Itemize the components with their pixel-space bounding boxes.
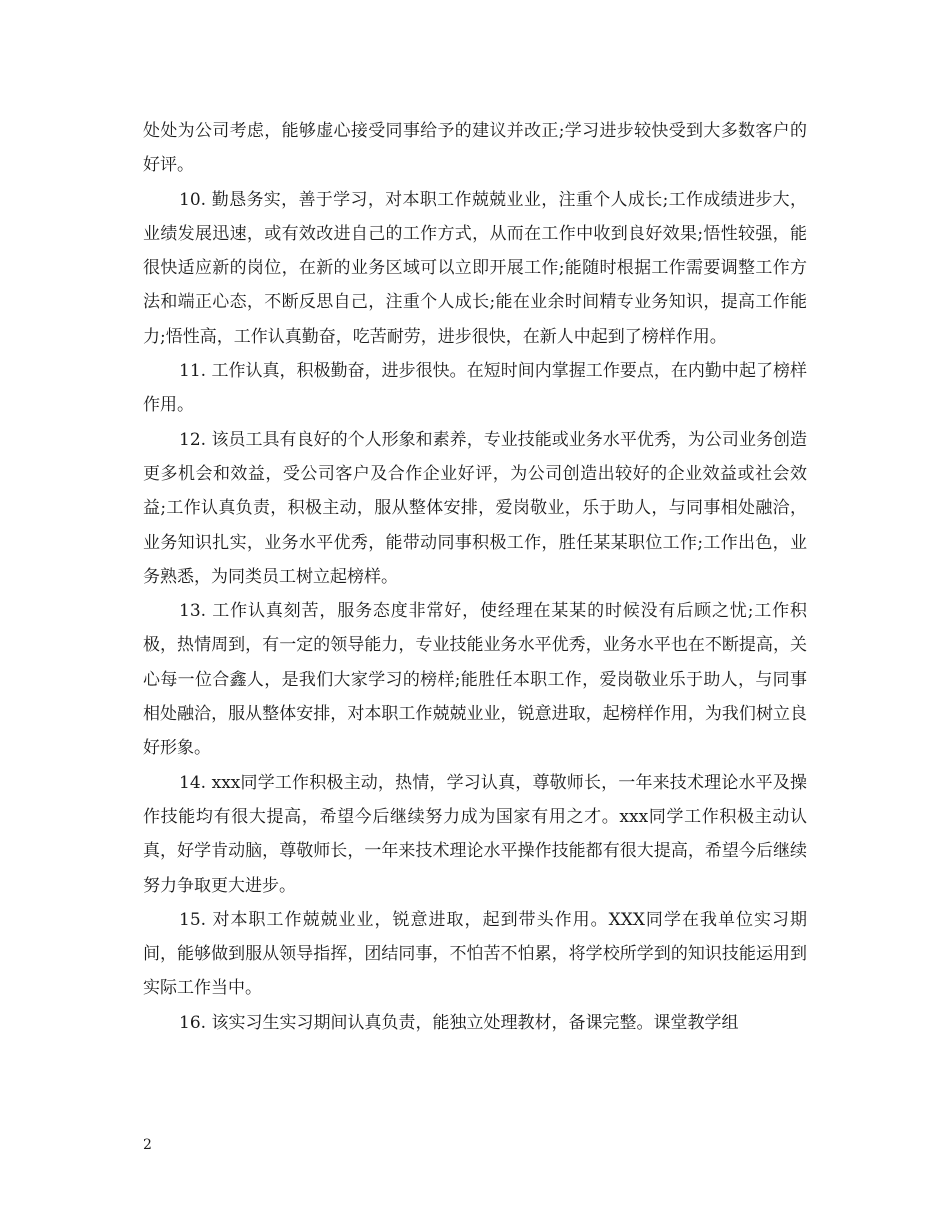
paragraph-item-16: 16. 该实习生实习期间认真负责，能独立处理教材，备课完整。课堂教学组 [179, 1012, 739, 1033]
paragraph-item-10: 10. 勤恳务实，善于学习，对本职工作兢兢业业，注重个人成长;工作成绩进步大，业绩发展迅速，或有效改进自己的工作方式，从而在工作中收到良好效果;悟性较强，能很快适应新的岗位，在新的业务区域可以立即开展工作;能随时根据工作需要调整工作方法和端正心态，不断反思自己，注重个人成长;能在业余时间精专业务知识，提高工作能力;悟性高，工作认真勤奋，吃苦耐劳，进步很快，在新人中起到了榜样作用。 [143, 189, 807, 347]
paragraph-item-13: 13. 工作认真刻苦，服务态度非常好，使经理在某某的时候没有后顾之忧;工作积极，热情周到，有一定的领导能力，专业技能业务水平优秀，业务水平也在不断提高，关心每一位合鑫人，是我们大家学习的榜样;能胜任本职工作，爱岗敬业乐于助人，与同事相处融洽，服从整体安排，对本职工作兢兢业业，锐意进取，起榜样作用，为我们树立良好形象。 [143, 601, 807, 759]
paragraph-item-12: 12. 该员工具有良好的个人形象和素养，专业技能或业务水平优秀，为公司业务创造更多机会和效益，受公司客户及合作企业好评，为公司创造出较好的企业效益或社会效益;工作认真负责，积极主动，服从整体安排，爱岗敬业，乐于助人，与同事相处融洽，业务知识扎实，业务水平优秀，能带动同事积极工作，胜任某某职位工作;工作出色，业务熟悉，为同类员工树立起榜样。 [143, 429, 807, 587]
paragraph-continuation: 处处为公司考虑，能够虚心接受同事给予的建议并改正;学习进步较快受到大多数客户的好评。 [143, 121, 807, 176]
page-number: 2 [143, 1137, 152, 1153]
paragraph-item-11: 11. 工作认真，积极勤奋，进步很快。在短时间内掌握工作要点，在内勤中起了榜样作用。 [143, 361, 807, 416]
paragraph-item-15: 15. 对本职工作兢兢业业，锐意进取，起到带头作用。XXX同学在我单位实习期间，能够做到服从领导指挥，团结同事，不怕苦不怕累，将学校所学到的知识技能运用到实际工作当中。 [143, 909, 807, 999]
paragraph-item-14: 14. xxx同学工作积极主动，热情，学习认真，尊敬师长，一年来技术理论水平及操作技能均有很大提高，希望今后继续努力成为国家有用之才。xxx同学工作积极主动认真，好学肯动脑，尊敬师长，一年来技术理论水平操作技能都有很大提高，希望今后继续努力争取更大进步。 [143, 772, 807, 896]
document-body [143, 114, 807, 1040]
